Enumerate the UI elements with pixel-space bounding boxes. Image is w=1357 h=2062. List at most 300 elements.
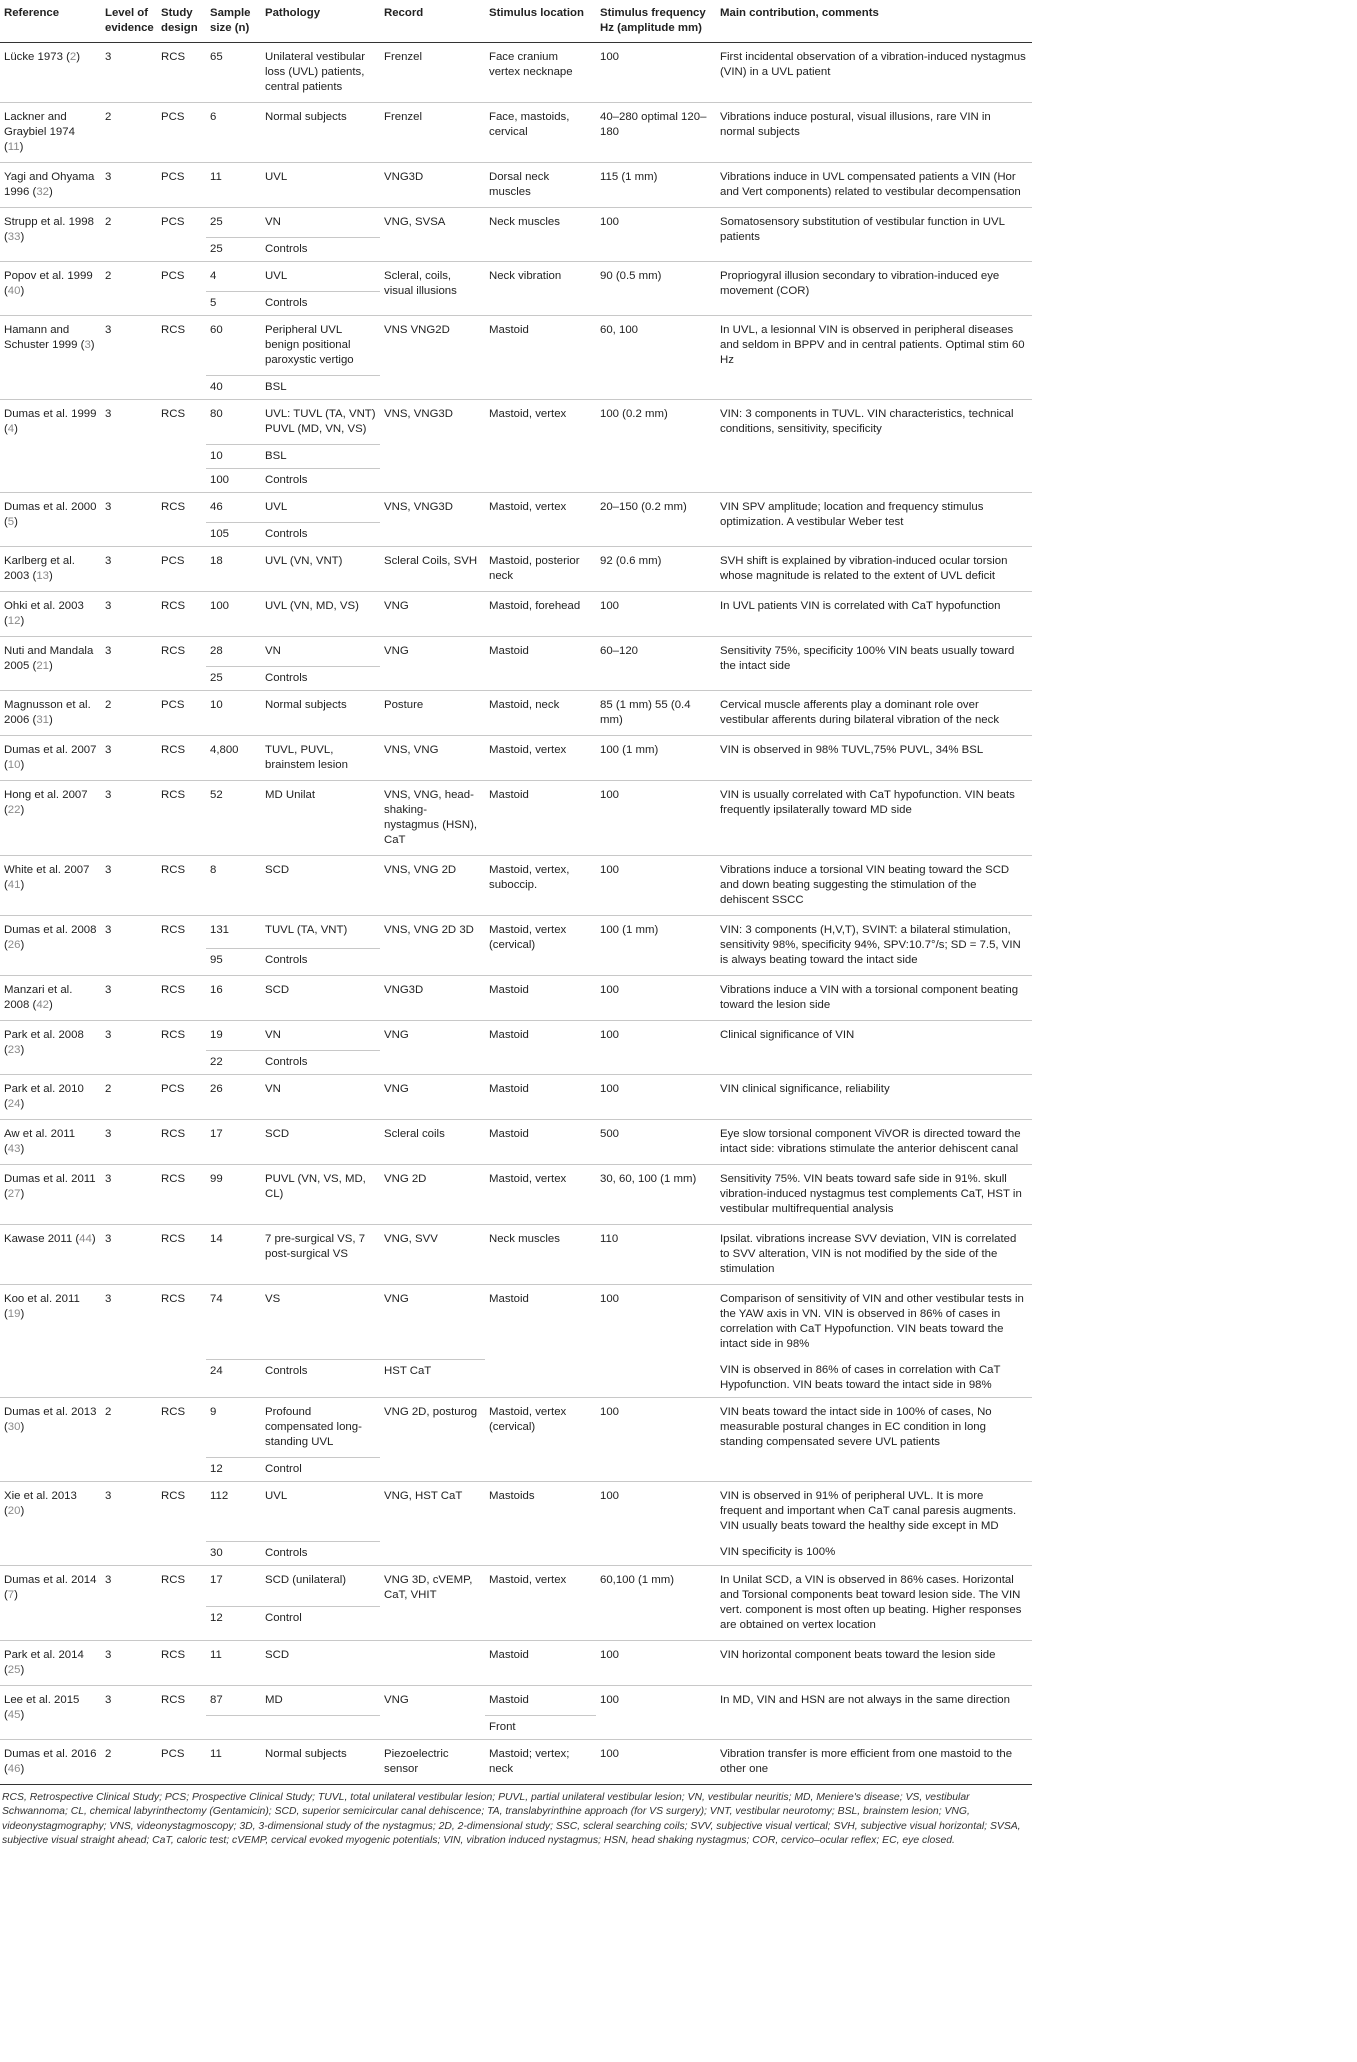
cell-design: RCS [157, 1398, 206, 1482]
cell-location: Mastoid, vertex [485, 736, 596, 781]
cell-design: RCS [157, 1225, 206, 1285]
cell-level: 3 [101, 1640, 157, 1685]
cell-frequency: 100 [596, 43, 716, 103]
reference-number: 24 [7, 1098, 21, 1110]
cell-sample-size: 46 [206, 493, 261, 523]
cell-frequency: 100 [596, 1398, 716, 1482]
cell-record: VNG [380, 592, 485, 637]
cell-reference: Karlberg et al. 2003 (13) [0, 547, 101, 592]
cell-contribution: VIN beats toward the intact side in 100% of cases, No measurable postural changes in EC condition in long standing compensated severe UVL patients [716, 1398, 1032, 1482]
cell-sample-size: 25 [206, 667, 261, 691]
cell-level: 3 [101, 736, 157, 781]
cell-sample-size: 14 [206, 1225, 261, 1285]
cell-frequency: 85 (1 mm) 55 (0.4 mm) [596, 691, 716, 736]
reference-number: 11 [7, 141, 20, 153]
cell-sample-size: 4,800 [206, 736, 261, 781]
cell-pathology: Controls [261, 1359, 380, 1398]
reference-number: 2 [69, 51, 77, 63]
table-body [0, 43, 1032, 1785]
cell-contribution: First incidental observation of a vibration-induced nystagmus (VIN) in a UVL patient [716, 43, 1032, 103]
cell-location: Mastoid [485, 1685, 596, 1715]
cell-contribution: Somatosensory substitution of vestibular function in UVL patients [716, 208, 1032, 262]
cell-reference: Dumas et al. 2011 (27) [0, 1165, 101, 1225]
cell-frequency: 100 [596, 976, 716, 1021]
table-row [0, 208, 1032, 238]
reference-text: Park et al. 2010 [4, 1083, 84, 1095]
cell-location: Mastoid, neck [485, 691, 596, 736]
cell-contribution: VIN is observed in 91% of peripheral UVL. It is more frequent and important when CaT canal paresis augments. VIN usually beats toward the healthy side except in MD [716, 1482, 1032, 1542]
cell-sample-size: 8 [206, 856, 261, 916]
cell-frequency: 40–280 optimal 120–180 [596, 103, 716, 163]
cell-pathology: Controls [261, 949, 380, 976]
reference-number: 22 [7, 804, 21, 816]
reference-text: White et al. 2007 [4, 864, 90, 876]
header-pathology: Pathology [261, 0, 380, 43]
reference-text: Hong et al. 2007 [4, 789, 88, 801]
cell-frequency: 100 [596, 1739, 716, 1784]
header-level: Level of evidence [101, 0, 157, 43]
cell-sample-size: 16 [206, 976, 261, 1021]
cell-frequency: 92 (0.6 mm) [596, 547, 716, 592]
cell-sample-size: 80 [206, 400, 261, 445]
reference-text: Ohki et al. 2003 [4, 600, 84, 612]
cell-sample-size [206, 1715, 261, 1739]
reference-text: Lücke 1973 [4, 51, 63, 63]
reference-number: 23 [7, 1044, 21, 1056]
cell-reference: Dumas et al. 2013 (30) [0, 1398, 101, 1482]
cell-level: 3 [101, 163, 157, 208]
table-row [0, 1021, 1032, 1051]
cell-contribution: Comparison of sensitivity of VIN and other vestibular tests in the YAW axis in VN. VIN is observed in 86% of cases in correlation with CaT Hypofunction. VIN beats toward the intact side in 98% [716, 1285, 1032, 1360]
cell-location: Mastoid, vertex (cervical) [485, 916, 596, 976]
cell-reference: Dumas et al. 2007 (10) [0, 736, 101, 781]
cell-pathology: SCD [261, 976, 380, 1021]
reference-number: 21 [36, 660, 49, 672]
cell-record: VNG3D [380, 976, 485, 1021]
cell-level: 3 [101, 1225, 157, 1285]
cell-record: VNG [380, 1285, 485, 1360]
reference-text: Park et al. 2014 [4, 1648, 84, 1661]
reference-number: 33 [7, 231, 21, 243]
cell-sample-size: 11 [206, 1640, 261, 1685]
cell-frequency: 100 [596, 1075, 716, 1120]
reference-text: Karlberg et al. 2003 [4, 555, 75, 582]
cell-record: VNS, VNG3D [380, 400, 485, 493]
reference-number: 3 [84, 339, 91, 351]
cell-location: Mastoid [485, 1120, 596, 1165]
cell-sample-size: 19 [206, 1021, 261, 1051]
cell-design: RCS [157, 916, 206, 976]
table-row [0, 1225, 1032, 1285]
header-contribution: Main contribution, comments [716, 0, 1032, 43]
cell-frequency: 100 [596, 856, 716, 916]
cell-pathology: Controls [261, 523, 380, 547]
cell-contribution: Eye slow torsional component ViVOR is directed toward the intact side: vibrations stimulate the anterior dehiscent canal [716, 1120, 1032, 1165]
cell-record: VNG3D [380, 163, 485, 208]
reference-number: 43 [7, 1143, 21, 1155]
cell-pathology: TUVL, PUVL, brainstem lesion [261, 736, 380, 781]
cell-frequency: 100 [596, 208, 716, 262]
cell-sample-size: 28 [206, 637, 261, 667]
cell-reference: Dumas et al. 2014 (7) [0, 1565, 101, 1640]
cell-sample-size: 26 [206, 1075, 261, 1120]
header-location: Stimulus location [485, 0, 596, 43]
table-row [0, 400, 1032, 445]
cell-contribution: In MD, VIN and HSN are not always in the same direction [716, 1685, 1032, 1739]
cell-contribution: In UVL, a lesionnal VIN is observed in peripheral diseases and seldom in BPPV and in central patients. Optimal stim 60 Hz [716, 316, 1032, 400]
cell-level: 3 [101, 592, 157, 637]
cell-reference: Lücke 1973 (2) [0, 43, 101, 103]
cell-level: 3 [101, 547, 157, 592]
cell-record: Scleral Coils, SVH [380, 547, 485, 592]
reference-text: Dumas et al. 1999 [4, 408, 97, 420]
cell-design: RCS [157, 1120, 206, 1165]
cell-design: RCS [157, 400, 206, 493]
cell-reference: Kawase 2011 (44) [0, 1225, 101, 1285]
cell-record: Scleral, coils, visual illusions [380, 262, 485, 316]
table-row [0, 1482, 1032, 1542]
cell-sample-size: 100 [206, 469, 261, 493]
cell-pathology: UVL [261, 1482, 380, 1542]
cell-reference: Hamann and Schuster 1999 (3) [0, 316, 101, 400]
cell-pathology: VN [261, 208, 380, 238]
cell-pathology: Controls [261, 1051, 380, 1075]
reference-number: 5 [7, 516, 15, 528]
cell-design: PCS [157, 1075, 206, 1120]
cell-sample-size: 18 [206, 547, 261, 592]
table-row [0, 1739, 1032, 1784]
header-frequency: Stimulus frequency Hz (amplitude mm) [596, 0, 716, 43]
table-row [0, 1285, 1032, 1360]
cell-sample-size: 10 [206, 691, 261, 736]
cell-pathology: UVL [261, 493, 380, 523]
reference-number: 27 [7, 1188, 21, 1200]
cell-location: Neck muscles [485, 1225, 596, 1285]
cell-sample-size: 11 [206, 163, 261, 208]
cell-design: PCS [157, 163, 206, 208]
cell-design: RCS [157, 976, 206, 1021]
table-row [0, 493, 1032, 523]
cell-contribution: VIN clinical significance, reliability [716, 1075, 1032, 1120]
cell-sample-size: 74 [206, 1285, 261, 1360]
cell-contribution: VIN is usually correlated with CaT hypofunction. VIN beats frequently ipsilaterally toward MD side [716, 781, 1032, 856]
table-row [0, 1640, 1032, 1685]
cell-sample-size: 24 [206, 1359, 261, 1398]
cell-contribution: Vibrations induce in UVL compensated patients a VIN (Hor and Vert components) related to vestibular decompensation [716, 163, 1032, 208]
cell-record: VNG 3D, cVEMP, CaT, VHIT [380, 1565, 485, 1640]
cell-reference: Lackner and Graybiel 1974 (11) [0, 103, 101, 163]
cell-frequency: 90 (0.5 mm) [596, 262, 716, 316]
cell-sample-size: 25 [206, 208, 261, 238]
cell-pathology: VN [261, 1075, 380, 1120]
cell-reference: Popov et al. 1999 (40) [0, 262, 101, 316]
cell-record: VNG [380, 1685, 485, 1739]
cell-design: RCS [157, 592, 206, 637]
cell-design: RCS [157, 856, 206, 916]
cell-contribution: Clinical significance of VIN [716, 1021, 1032, 1075]
reference-text: Dumas et al. 2011 [4, 1173, 96, 1185]
cell-location: Mastoid, vertex [485, 493, 596, 547]
table-header-row [0, 0, 1032, 43]
reference-text: Kawase 2011 [4, 1233, 73, 1245]
cell-pathology: SCD [261, 856, 380, 916]
cell-sample-size: 9 [206, 1398, 261, 1458]
cell-location: Neck vibration [485, 262, 596, 316]
cell-pathology: Normal subjects [261, 103, 380, 163]
reference-number: 12 [7, 615, 21, 627]
cell-pathology: VN [261, 637, 380, 667]
table-row [0, 1120, 1032, 1165]
table-row [0, 1165, 1032, 1225]
cell-sample-size: 131 [206, 916, 261, 949]
cell-reference: Dumas et al. 2000 (5) [0, 493, 101, 547]
header-record: Record [380, 0, 485, 43]
cell-location: Face cranium vertex necknape [485, 43, 596, 103]
cell-pathology: VS [261, 1285, 380, 1360]
cell-record: VNG, SVSA [380, 208, 485, 262]
cell-location: Mastoid, vertex (cervical) [485, 1398, 596, 1482]
cell-sample-size: 40 [206, 376, 261, 400]
cell-pathology: Control [261, 1458, 380, 1482]
cell-contribution: VIN: 3 components (H,V,T), SVINT: a bilateral stimulation, sensitivity 98%, specificity 94%, SPV:10.7°/s; SD = 7.5, VIN is always beating toward the intact side [716, 916, 1032, 976]
cell-frequency: 100 [596, 592, 716, 637]
reference-text: Popov et al. 1999 [4, 270, 93, 282]
cell-level: 2 [101, 208, 157, 262]
cell-reference: Manzari et al. 2008 (42) [0, 976, 101, 1021]
cell-location: Mastoid [485, 637, 596, 691]
cell-sample-size: 100 [206, 592, 261, 637]
cell-location: Mastoid [485, 1021, 596, 1075]
reference-number: 4 [7, 423, 15, 435]
cell-frequency: 60,100 (1 mm) [596, 1565, 716, 1640]
reference-number: 40 [7, 285, 21, 297]
cell-frequency: 100 (1 mm) [596, 736, 716, 781]
cell-record: Piezoelectric sensor [380, 1739, 485, 1784]
cell-reference: Koo et al. 2011 (19) [0, 1285, 101, 1398]
cell-pathology: SCD (unilateral) [261, 1565, 380, 1607]
cell-contribution: VIN SPV amplitude; location and frequency stimulus optimization. A vestibular Weber test [716, 493, 1032, 547]
cell-level: 2 [101, 103, 157, 163]
cell-location: Mastoid [485, 1075, 596, 1120]
cell-level: 3 [101, 1285, 157, 1398]
table-row [0, 592, 1032, 637]
cell-frequency: 100 [596, 781, 716, 856]
cell-design: PCS [157, 208, 206, 262]
reference-number: 25 [7, 1663, 21, 1676]
cell-design: RCS [157, 493, 206, 547]
table-row [0, 316, 1032, 376]
cell-reference: Nuti and Mandala 2005 (21) [0, 637, 101, 691]
cell-reference: Dumas et al. 2008 (26) [0, 916, 101, 976]
cell-record [380, 1640, 485, 1685]
cell-pathology: BSL [261, 445, 380, 469]
reference-text: Lackner and Graybiel 1974 [4, 111, 75, 138]
cell-frequency: 100 [596, 1285, 716, 1398]
cell-sample-size: 10 [206, 445, 261, 469]
cell-pathology: Controls [261, 238, 380, 262]
cell-level: 3 [101, 1565, 157, 1640]
cell-pathology: Controls [261, 292, 380, 316]
cell-record: VNG 2D [380, 1165, 485, 1225]
reference-number: 10 [7, 759, 21, 771]
cell-pathology: Control [261, 1607, 380, 1640]
cell-frequency: 60–120 [596, 637, 716, 691]
cell-reference: Dumas et al. 1999 (4) [0, 400, 101, 493]
cell-level: 2 [101, 262, 157, 316]
cell-reference: Park et al. 2008 (23) [0, 1021, 101, 1075]
cell-contribution: Ipsilat. vibrations increase SVV deviation, VIN is correlated to SVV alteration, VIN is not modified by the side of the stimulation [716, 1225, 1032, 1285]
cell-contribution: VIN specificity is 100% [720, 1546, 836, 1558]
cell-level: 3 [101, 316, 157, 400]
cell-contribution: In UVL patients VIN is correlated with CaT hypofunction [716, 592, 1032, 637]
cell-pathology: PUVL (VN, VS, MD, CL) [261, 1165, 380, 1225]
cell-pathology: UVL: TUVL (TA, VNT) PUVL (MD, VN, VS) [261, 400, 380, 445]
reference-number: 7 [7, 1588, 15, 1601]
cell-reference: Dumas et al. 2016 (46) [0, 1739, 101, 1784]
cell-sample-size: 12 [206, 1607, 261, 1640]
cell-sample-size: 4 [206, 262, 261, 292]
cell-contribution: Vibrations induce a VIN with a torsional component beating toward the lesion side [716, 976, 1032, 1021]
cell-level: 3 [101, 1685, 157, 1739]
cell-contribution: Propriogyral illusion secondary to vibration-induced eye movement (COR) [716, 262, 1032, 316]
cell-design: RCS [157, 316, 206, 400]
cell-design: PCS [157, 1739, 206, 1784]
cell-record: Frenzel [380, 43, 485, 103]
cell-location: Face, mastoids, cervical [485, 103, 596, 163]
cell-frequency: 100 [596, 1482, 716, 1566]
cell-design: RCS [157, 43, 206, 103]
cell-pathology: BSL [261, 376, 380, 400]
reference-text: Dumas et al. 2000 [4, 501, 97, 513]
reference-text: Koo et al. 2011 [4, 1293, 80, 1305]
cell-sample-size: 52 [206, 781, 261, 856]
cell-location: Mastoid [485, 781, 596, 856]
cell-level: 3 [101, 1021, 157, 1075]
cell-design: RCS [157, 1285, 206, 1398]
cell-design: RCS [157, 736, 206, 781]
cell-pathology: VN [261, 1021, 380, 1051]
cell-reference: Aw et al. 2011 (43) [0, 1120, 101, 1165]
cell-level: 3 [101, 856, 157, 916]
cell-contribution: Vibrations induce postural, visual illusions, rare VIN in normal subjects [716, 103, 1032, 163]
cell-record: VNG [380, 1075, 485, 1120]
cell-frequency: 500 [596, 1120, 716, 1165]
reference-number: 32 [36, 186, 49, 198]
cell-pathology: Profound compensated long-standing UVL [261, 1398, 380, 1458]
cell-sample-size: 112 [206, 1482, 261, 1542]
table-row [0, 691, 1032, 736]
cell-level: 2 [101, 691, 157, 736]
reference-text: Nuti and Mandala 2005 [4, 645, 94, 672]
reference-text: Strupp et al. 1998 [4, 216, 94, 228]
cell-pathology: MD Unilat [261, 781, 380, 856]
cell-location: Mastoids [485, 1482, 596, 1566]
cell-contribution: VIN: 3 components in TUVL. VIN characteristics, technical conditions, sensitivity, specificity [716, 400, 1032, 493]
table-row [0, 262, 1032, 292]
cell-pathology: UVL [261, 163, 380, 208]
cell-design: PCS [157, 103, 206, 163]
cell-location: Neck muscles [485, 208, 596, 262]
cell-design: RCS [157, 1640, 206, 1685]
reference-text: Xie et al. 2013 [4, 1490, 77, 1502]
cell-contribution: VIN horizontal component beats toward the lesion side [716, 1640, 1032, 1685]
cell-level: 3 [101, 916, 157, 976]
reference-text: Aw et al. 2011 [4, 1128, 76, 1140]
reference-text: Dumas et al. 2013 [4, 1406, 97, 1418]
reference-text: Lee et al. 2015 [4, 1693, 80, 1706]
cell-pathology: UVL (VN, MD, VS) [261, 592, 380, 637]
cell-pathology [261, 1715, 380, 1739]
cell-location: Mastoid [485, 1640, 596, 1685]
header-reference: Reference [0, 0, 101, 43]
reference-number: 19 [7, 1308, 21, 1320]
cell-reference: White et al. 2007 (41) [0, 856, 101, 916]
cell-frequency: 100 [596, 1685, 716, 1739]
cell-reference: Strupp et al. 1998 (33) [0, 208, 101, 262]
reference-text: Dumas et al. 2008 [4, 924, 97, 936]
cell-pathology: Normal subjects [261, 1739, 380, 1784]
cell-level: 3 [101, 400, 157, 493]
table-row [0, 736, 1032, 781]
cell-location: Mastoid [485, 976, 596, 1021]
cell-location: Mastoid, posterior neck [485, 547, 596, 592]
cell-record: VNG [380, 637, 485, 691]
cell-pathology: SCD [261, 1640, 380, 1685]
cell-sample-size: 11 [206, 1739, 261, 1784]
cell-record: VNG, HST CaT [380, 1482, 485, 1566]
reference-number: 20 [7, 1505, 21, 1517]
cell-sample-size: 25 [206, 238, 261, 262]
cell-location: Mastoid; vertex; neck [485, 1739, 596, 1784]
cell-sample-size: 99 [206, 1165, 261, 1225]
cell-location: Mastoid, vertex [485, 1165, 596, 1225]
cell-record: HST CaT [380, 1359, 485, 1398]
table-row [0, 43, 1032, 103]
cell-frequency: 30, 60, 100 (1 mm) [596, 1165, 716, 1225]
cell-location: Mastoid, vertex, suboccip. [485, 856, 596, 916]
reference-text: Park et al. 2008 [4, 1029, 84, 1041]
cell-design: PCS [157, 262, 206, 316]
reference-number: 13 [36, 570, 49, 582]
cell-record: VNS, VNG, head-shaking-nystagmus (HSN), CaT [380, 781, 485, 856]
table-row [0, 1685, 1032, 1715]
reference-number: 31 [36, 714, 49, 726]
cell-contribution: SVH shift is explained by vibration-induced ocular torsion whose magnitude is related to the extent of UVL deficit [716, 547, 1032, 592]
cell-record: VNS, VNG3D [380, 493, 485, 547]
cell-reference: Xie et al. 2013 (20) [0, 1482, 101, 1566]
header-design: Study design [157, 0, 206, 43]
cell-level: 2 [101, 1398, 157, 1482]
table-row [0, 637, 1032, 667]
cell-reference: Park et al. 2014 (25) [0, 1640, 101, 1685]
cell-design: RCS [157, 637, 206, 691]
cell-frequency: 100 [596, 1640, 716, 1685]
cell-location: Mastoid, vertex [485, 1565, 596, 1640]
header-sample: Sample size (n) [206, 0, 261, 43]
reference-text: Dumas et al. 2016 [4, 1747, 97, 1760]
table-row [0, 1565, 1032, 1607]
cell-pathology: Controls [261, 469, 380, 493]
cell-reference: Magnusson et al. 2006 (31) [0, 691, 101, 736]
cell-pathology: Controls [261, 1541, 380, 1565]
cell-design: RCS [157, 1685, 206, 1739]
cell-reference: Hong et al. 2007 (22) [0, 781, 101, 856]
cell-sample-size: 17 [206, 1565, 261, 1607]
cell-reference: Park et al. 2010 (24) [0, 1075, 101, 1120]
cell-location: Mastoid, forehead [485, 592, 596, 637]
cell-record: VNS, VNG 2D 3D [380, 916, 485, 976]
cell-reference: Ohki et al. 2003 (12) [0, 592, 101, 637]
